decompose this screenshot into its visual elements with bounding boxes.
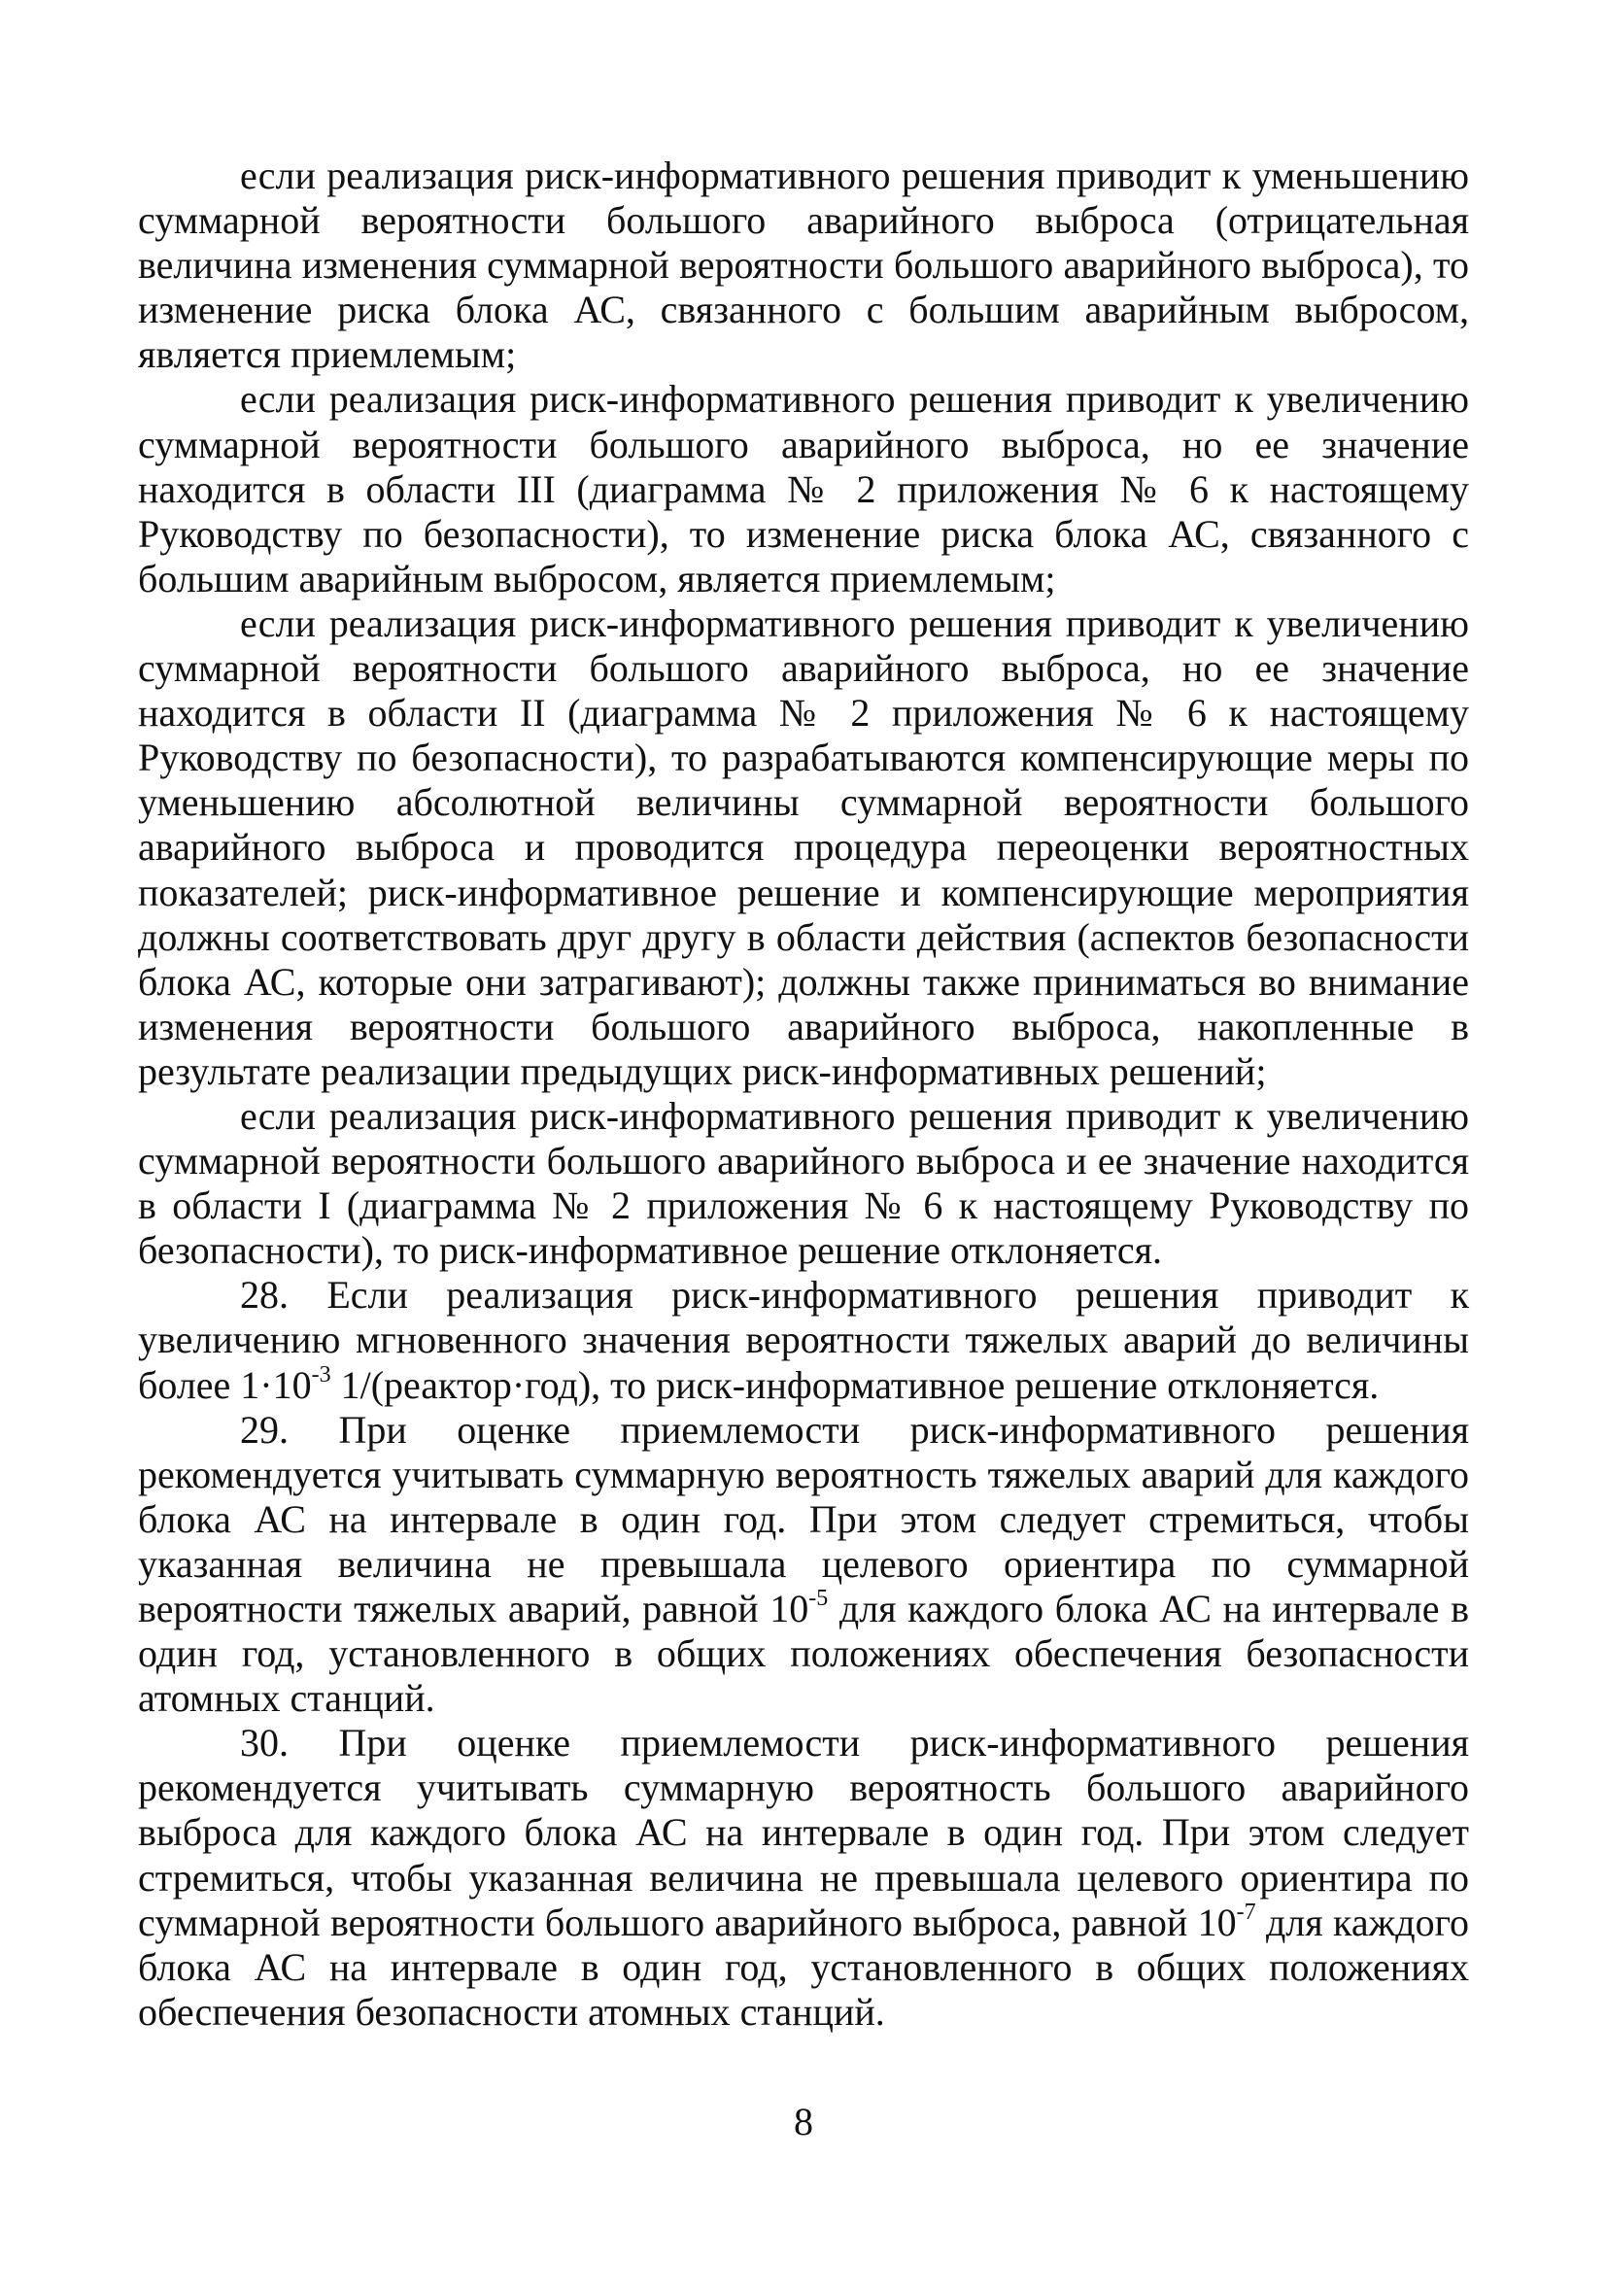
paragraph-region-iii: если реализация риск-информативного решения приводит к увеличению суммарной вероятности большого аварийного выброса, но ее значение находится в области III (диаграмма № 2 приложения № 6 к настоящему Руководству по безопасности), то изменение риска блока АС, связанного с большим аварийным выбросом, является приемлемым; <box>138 377 1469 600</box>
paragraph-region-i: если реализация риск-информативного решения приводит к увеличению суммарной вероятности большого аварийного выброса и ее значение находится в области I (диаграмма № 2 приложения № 6 к настоящему Руководству по безопасности), то риск-информативное решение отклоняется. <box>138 1093 1469 1273</box>
item-30-exponent: -7 <box>1236 1899 1256 1925</box>
item-29-exponent: -5 <box>808 1586 829 1612</box>
item-28-exponent: -3 <box>311 1361 331 1388</box>
paragraph-item-30 <box>138 1721 1469 2035</box>
body-text <box>138 154 1469 2035</box>
item-30-text-end: для каждого блока АС на интервале в один год, установленного в общих положениях обеспечения безопасности атомных станций. <box>138 1900 1469 2034</box>
paragraph-reduction-acceptable: если реализация риск-информативного решения приводит к уменьшению суммарной вероятности большого аварийного выброса (отрицательная величина изменения суммарной вероятности большого аварийного выброса), то изменение риска блока АС, связанного с большим аварийным выбросом, является приемлемым; <box>138 154 1469 377</box>
item-29-text-start: 29. При оценке приемлемости риск-информативного решения рекомендуется учитывать суммарную вероятность тяжелых аварий для каждого блока АС на интервале в один год. При этом следует стремиться, чтобы указанная величина не превышала целевого ориентира по суммарной вероятности тяжелых аварий, равной 10 <box>138 1407 1469 1630</box>
item-28-text-end: 1/(реактор·год), то риск-информативное решение отклоняется. <box>330 1362 1380 1407</box>
paragraph-item-28 <box>138 1273 1469 1407</box>
item-30-text-start: 30. При оценке приемлемости риск-информативного решения рекомендуется учитывать суммарную вероятность большого аварийного выброса для каждого блока АС на интервале в один год. При этом следует стремиться, чтобы указанная величина не превышала целевого ориентира по суммарной вероятности большого аварийного выброса, равной 10 <box>138 1721 1469 1944</box>
item-28-text-start: 28. Если реализация риск-информативного решения приводит к увеличению мгновенного значения вероятности тяжелых аварий до величины более 1·10 <box>138 1273 1469 1407</box>
page-number: 8 <box>794 2100 813 2143</box>
paragraph-item-29 <box>138 1408 1469 1722</box>
paragraph-region-ii: если реализация риск-информативного решения приводит к увеличению суммарной вероятности большого аварийного выброса, но ее значение находится в области II (диаграмма № 2 приложения № 6 к настоящему Руководству по безопасности), то разрабатываются компенсирующие меры по уменьшению абсолютной величины суммарной вероятности большого аварийного выброса и проводится процедура переоценки вероятностных показателей; риск-информативное решение и компенсирующие мероприятия должны соответствовать друг другу в области действия (аспектов безопасности блока АС, которые они затрагивают); должны также приниматься во внимание изменения вероятности большого аварийного выброса, накопленные в результате реализации предыдущих риск-информативных решений; <box>138 600 1469 1093</box>
item-29-text-end: для каждого блока АС на интервале в один год, установленного в общих положениях обеспечения безопасности атомных станций. <box>138 1587 1470 1721</box>
